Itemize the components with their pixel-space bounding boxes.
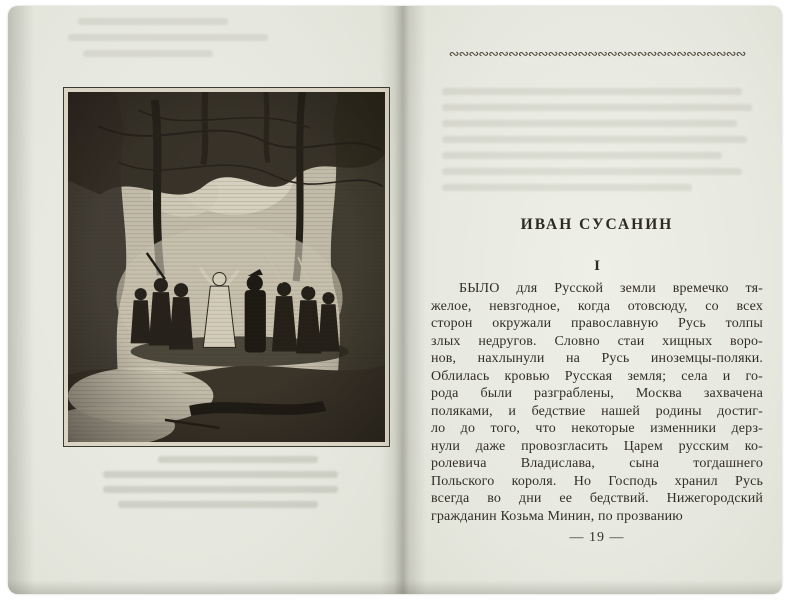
show-through-line [442, 88, 742, 95]
show-through-line [103, 471, 338, 478]
ornament-divider: ∾∾∾∾∾∾∾∾∾∾∾∾∾∾∾∾∾∾∾∾∾∾∾∾∾∾∾∾∾∾ [448, 46, 746, 61]
body-line: рода были разграблены, Москва захвачена [431, 386, 763, 401]
body-line: Облилась кровью Русская земля; села и го- [431, 368, 763, 384]
body-line: сторон окружали православную Русь толпы [431, 316, 763, 331]
body-line: гражданин Козьма Минин, по прозванию [431, 508, 683, 524]
body-line: злых недругов. Словно стаи хищных воро- [431, 333, 763, 349]
scan-area [8, 6, 782, 594]
show-through-line [103, 486, 338, 493]
body-line: ролевича Владислава, сына тогдашнего [431, 456, 763, 471]
section-number: I [594, 258, 600, 274]
show-through-line [442, 168, 742, 175]
body-line: поляками, и бедствие нашей родины достиг- [431, 403, 763, 419]
show-through-line [442, 136, 747, 143]
body-line: Польского короля. Но Господь хранил Русь [431, 473, 763, 489]
page-number: — 19 — [569, 530, 625, 545]
body-paragraph [431, 280, 763, 525]
forest-engraving-illustration [68, 92, 385, 442]
show-through-line [442, 120, 737, 127]
show-through-line [68, 34, 268, 41]
body-line: всегда во дни ее бедствий. Нижегородский [431, 491, 763, 506]
show-through-line [158, 456, 318, 463]
body-line: нули даже провозгласить Царем русским ко- [431, 438, 763, 454]
show-through-line [442, 184, 692, 191]
show-through-line [78, 18, 228, 25]
chapter-title: ИВАН СУСАНИН [520, 216, 674, 233]
body-line: желое, невзгодное, когда отовсюду, со всех [431, 298, 763, 314]
illustration-frame [63, 87, 390, 447]
body-line: БЫЛО для Русской земли времечко тя- [459, 281, 763, 296]
show-through-line [118, 501, 318, 508]
body-line: нов, нахлынули на Русь иноземцы-поляки. [431, 351, 763, 366]
show-through-line [442, 152, 722, 159]
show-through-line [83, 50, 213, 57]
show-through-line [442, 104, 752, 111]
body-line: ло до того, что некоторые изменники дерз- [431, 421, 763, 436]
right-page [396, 6, 782, 594]
left-page [8, 6, 396, 594]
